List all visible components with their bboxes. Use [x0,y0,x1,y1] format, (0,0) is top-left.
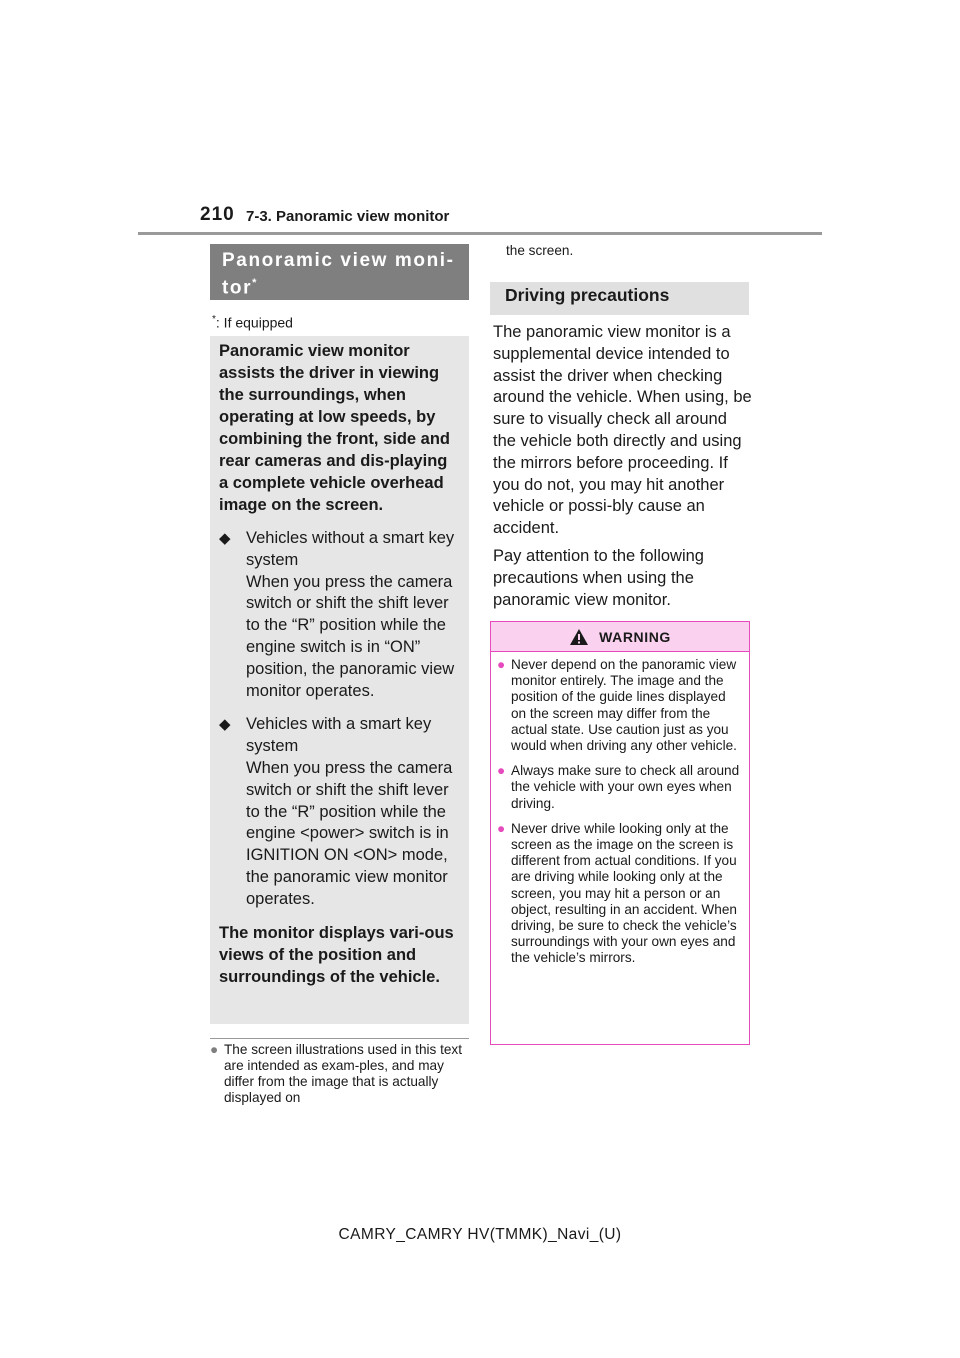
warning-box [490,621,750,1045]
page-title [222,250,469,299]
warning-label: WARNING [599,628,671,645]
circle-bullet-icon: ● [210,1042,219,1057]
title-text: Panoramic view moni-tor [222,250,455,299]
note [210,1042,472,1106]
note-continuation: the screen. [506,243,574,258]
footnote-marker: * [212,314,216,325]
page-number: 210 [200,204,235,225]
warning-item-text: Never drive while looking only at the screen as the image on the screen is different from actual conditions. If you are driving while looking only at the screen, you may hit a person or an object, resulting in an accident. When driving, be sure to check the vehicle’s surroundings with your own eyes and the vehicle’s mirrors. [511,820,737,966]
summary-box [210,336,469,1024]
bullet-heading: Vehicles with a smart key system [246,715,432,756]
summary-closing: The monitor displays vari-ous views of the position and surroundings of the vehicle. [219,923,454,986]
diamond-bullet-icon: ◆ [219,530,231,547]
header-divider [138,232,822,235]
footnote-text: : If equipped [215,314,293,331]
title-marker: * [252,277,259,289]
warning-item-text: Always make sure to check all around the vehicle with your own eyes when driving. [511,763,740,811]
footnote [212,314,293,331]
circle-bullet-icon: ● [497,657,506,672]
driving-precautions-heading: Driving precautions [490,282,749,315]
warning-triangle-icon [569,628,589,646]
circle-bullet-icon: ● [497,763,506,779]
warning-header [491,622,749,652]
warning-item [491,657,749,754]
bullet-heading: Vehicles without a smart key system [246,529,455,569]
summary-intro: Panoramic view monitor assists the driver in viewing the surroundings, when operating at low speeds, by combining the front, side and rear cameras and dis-playing a complete vehicle overhead image on the screen. [219,342,450,514]
driving-paragraph-1: The panoramic view monitor is a supplemental device intended to assist the driver when checking around the vehicle. When using, be sure to visually check all around the vehicle both directly and using the mirrors before proceeding. If you do not, you may hit another vehicle or possi-bly cause an accident. [493,323,752,538]
diamond-bullet-icon: ◆ [219,716,231,734]
footer-code: CAMRY_CAMRY HV(TMMK)_Navi_(U) [338,1226,622,1243]
note-text: The screen illustrations used in this text are intended as exam-ples, and may differ from the image that is actually displayed on [224,1042,463,1105]
section-title: 7-3. Panoramic view monitor [246,208,450,225]
list-item [219,528,459,702]
bullet-body: When you press the camera switch or shift the shift lever to the “R” position while the engine switch is in “ON” position, the panoramic view monitor operates. [246,572,455,700]
warning-item [491,763,749,812]
warning-item-text: Never depend on the panoramic view monitor entirely. The image and the position of the guide lines displayed on the screen may differ from the actual state. Use caution just as you would when driving any other vehicle. [511,657,737,754]
list-item [219,714,459,910]
warning-item [491,821,749,967]
driving-paragraph-2: Pay attention to the following precautions when using the panoramic view monitor. [493,547,704,609]
note-divider [210,1038,469,1039]
title-box [210,244,469,300]
bullet-body: When you press the camera switch or shift the shift lever to the “R” position while the engine <power> switch is in IGNITION ON <ON> mode, the panoramic view monitor operates. [246,758,453,908]
circle-bullet-icon: ● [497,820,506,836]
